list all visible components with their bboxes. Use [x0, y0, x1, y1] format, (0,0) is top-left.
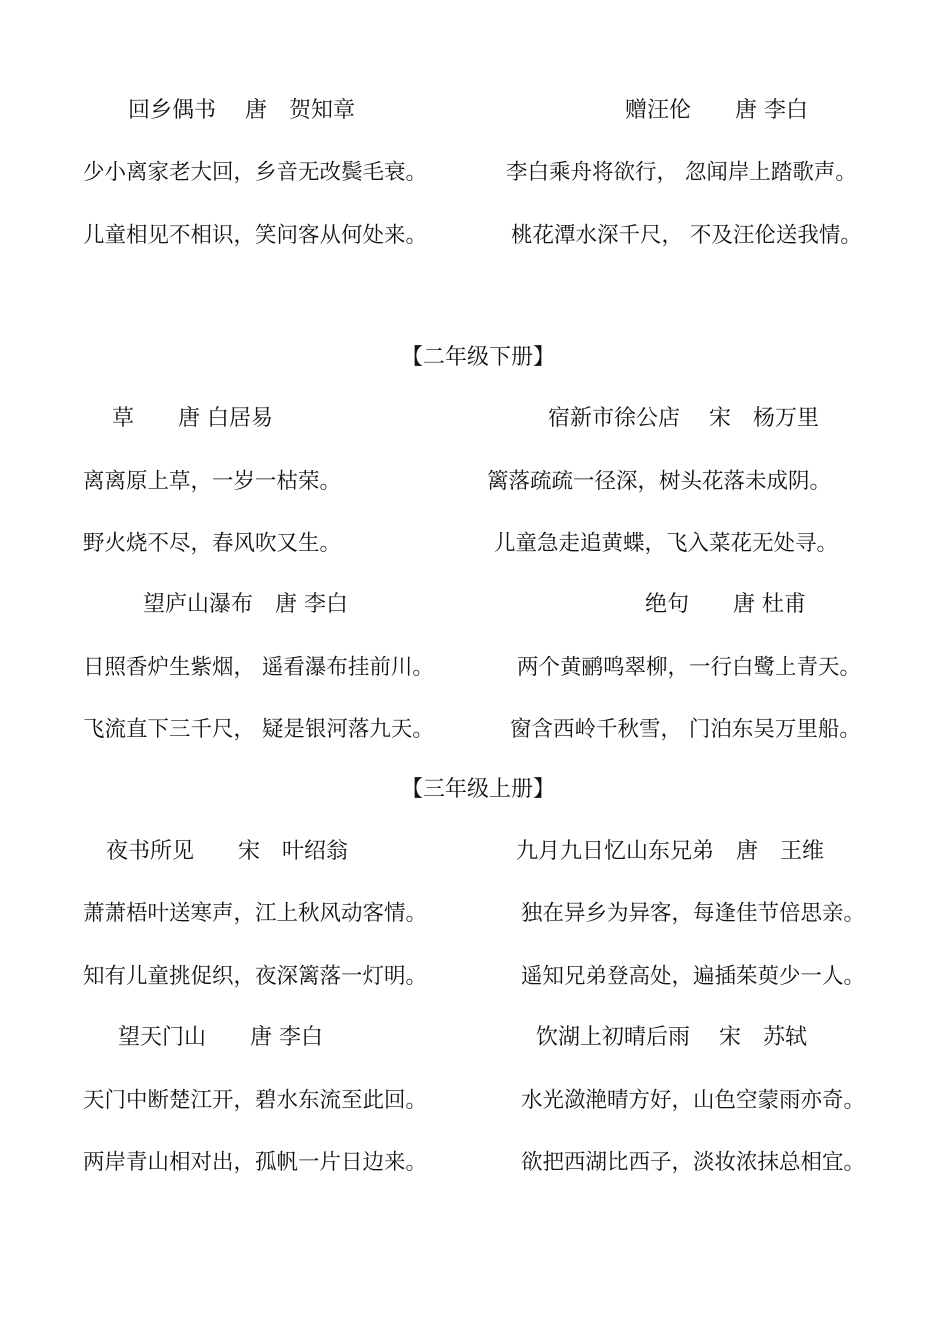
section-heading: 【三年级上册】 — [401, 777, 556, 802]
poem-line: 少小离家老大回，乡音无改鬓毛衰。 — [83, 160, 428, 185]
poem-title: 望庐山瀑布 唐 李白 — [143, 592, 348, 617]
poem-line: 知有儿童挑促织，夜深篱落一灯明。 — [83, 964, 428, 989]
poem-line: 儿童相见不相识，笑问客从何处来。 — [83, 223, 428, 248]
poem-title: 饮湖上初晴后雨 宋 苏轼 — [536, 1025, 807, 1050]
poem-line: 桃花潭水深千尺， 不及汪伦送我情。 — [511, 223, 862, 248]
poem-line: 飞流直下三千尺， 疑是银河落九天。 — [83, 717, 434, 742]
poem-line: 两岸青山相对出，孤帆一片日边来。 — [83, 1150, 428, 1175]
poem-line: 遥知兄弟登高处，遍插茱萸少一人。 — [521, 964, 866, 989]
poem-line: 儿童急走追黄蝶，飞入菜花无处寻。 — [494, 531, 839, 556]
poem-line: 水光潋滟晴方好，山色空蒙雨亦奇。 — [521, 1088, 866, 1113]
poem-title: 绝句 唐 杜甫 — [645, 592, 806, 617]
poem-title: 宿新市徐公店 宋 杨万里 — [548, 406, 819, 431]
poem-line: 独在异乡为异客，每逢佳节倍思亲。 — [521, 901, 866, 926]
poem-line: 李白乘舟将欲行， 忽闻岸上踏歌声。 — [506, 160, 857, 185]
poem-title: 望天门山 唐 李白 — [118, 1025, 323, 1050]
poem-title: 回乡偶书 唐 贺知章 — [128, 98, 355, 123]
poem-line: 离离原上草，一岁一枯荣。 — [83, 469, 342, 494]
section-heading: 【二年级下册】 — [401, 345, 556, 370]
poem-line: 两个黄鹂鸣翠柳，一行白鹭上青天。 — [517, 655, 862, 680]
poem-line: 欲把西湖比西子，淡妆浓抹总相宜。 — [521, 1150, 866, 1175]
poem-line: 窗含西岭千秋雪， 门泊东吴万里船。 — [510, 717, 861, 742]
poem-line: 萧萧梧叶送寒声，江上秋风动客情。 — [83, 901, 428, 926]
poem-line: 日照香炉生紫烟， 遥看瀑布挂前川。 — [83, 655, 434, 680]
poem-title: 赠汪伦 唐 李白 — [625, 98, 808, 123]
poem-title: 草 唐 白居易 — [112, 406, 273, 431]
poem-line: 天门中断楚江开，碧水东流至此回。 — [83, 1088, 428, 1113]
poem-title: 九月九日忆山东兄弟 唐 王维 — [516, 839, 825, 864]
poem-title: 夜书所见 宋 叶绍翁 — [106, 839, 349, 864]
poem-line: 野火烧不尽，春风吹又生。 — [83, 531, 342, 556]
poem-line: 篱落疏疏一径深，树头花落未成阴。 — [487, 469, 832, 494]
